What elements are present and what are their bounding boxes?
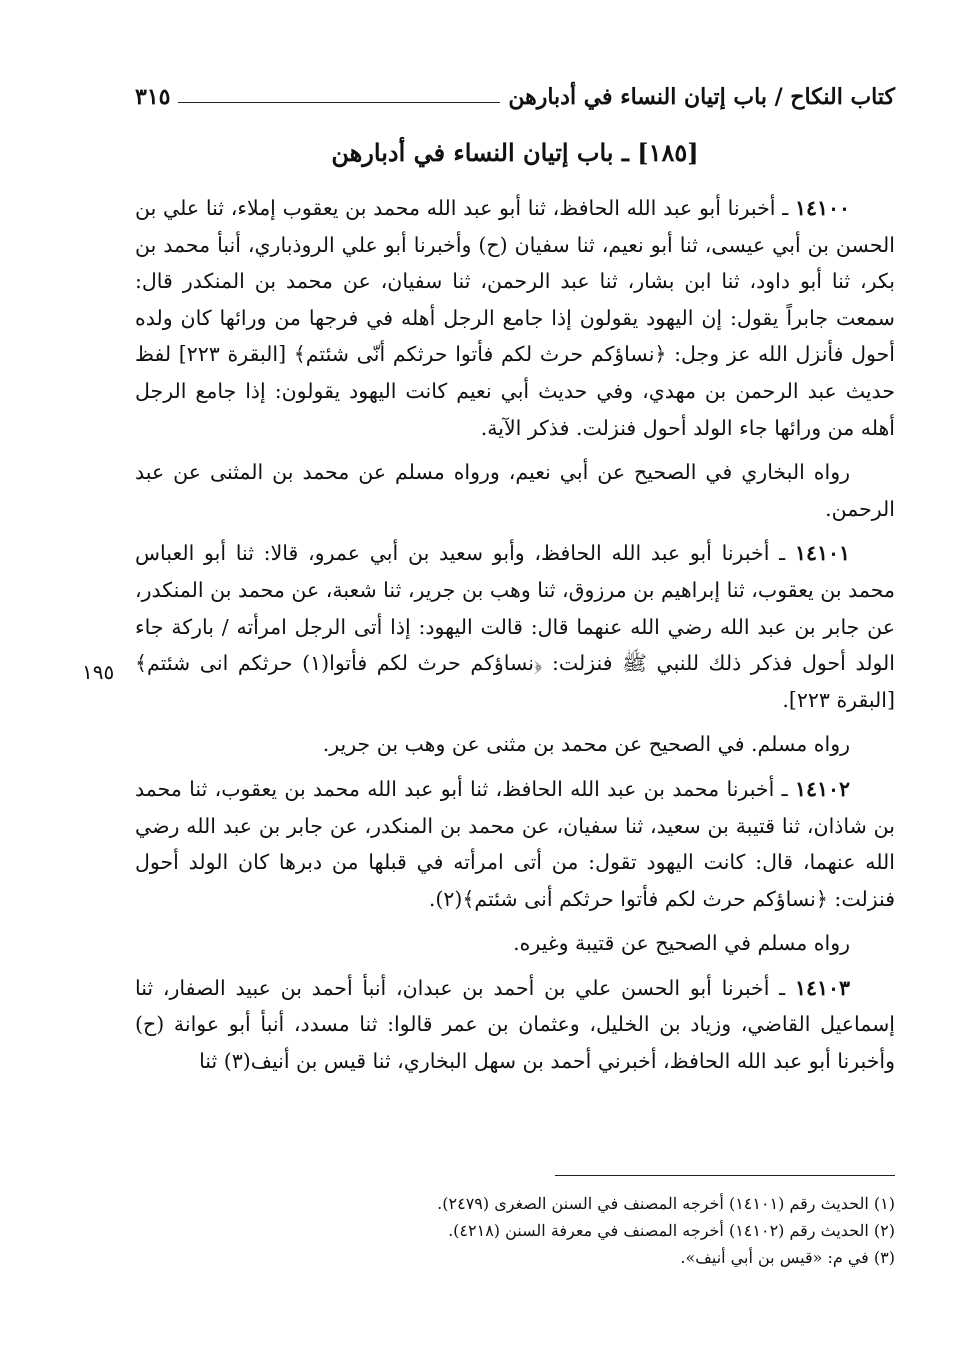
paragraph-text: ـ أخبرنا أبو عبد الله الحافظ، ثنا أبو عبد الله محمد بن يعقوب إملاء، ثنا علي بن الحسن بن أبي عيسى، ثنا أبو نعيم، ثنا سفيان (ح) وأخبرنا أبو علي الروذباري، أنبأ محمد بن بكر، ثنا أبو داود، ثنا ابن بشار، ثنا عبد الرحمن، ثنا سفيان، عن محمد بن المنكدر قال: سمعت جابراً يقول: إن اليهود يقولون إذا جامع الرجل أهله في فرجها من ورائها كان ولده أحول فأنزل الله عز وجل: ﴿نساؤكم حرث لكم فأتوا حرثكم أنّى شئتم﴾ [البقرة ٢٢٣] لفظ حديث عبد الرحمن بن مهدي، وفي حديث أبي نعيم كانت اليهود يقولون: إذا جامع الرجل أهله من ورائها جاء الولد أحول فنزلت. فذكر الآية. (135, 196, 895, 440)
hadith-paragraph (135, 535, 895, 718)
footnote: (١) الحديث رقم (١٤١٠١) أخرجه المصنف في السنن الصغرى (٢٤٧٩). (437, 1194, 895, 1213)
commentary-paragraph (135, 454, 895, 527)
footnote: (٣) في م: «قيس بن أبي أنيف». (680, 1248, 895, 1267)
paragraph-text: رواه مسلم. في الصحيح عن محمد بن مثنى عن وهب بن جرير. (322, 732, 850, 757)
hadith-number: ١٤١٠١ (794, 541, 850, 566)
page-number: ٣١٥ (135, 84, 171, 110)
body-text (135, 190, 895, 1088)
hadith-number: ١٤١٠٠ (794, 196, 850, 220)
header-title: كتاب النكاح / باب إتيان النساء في أدبارهن (508, 84, 895, 110)
footnote: (٢) الحديث رقم (١٤١٠٢) أخرجه المصنف في معرفة السنن (٤٢١٨). (448, 1221, 895, 1240)
paragraph-text: رواه مسلم في الصحيح عن قتيبة وغيره. (513, 931, 850, 956)
paragraph-text: ـ أخبرنا أبو الحسن علي بن أحمد بن عبدان، أنبأ أحمد بن عبيد الصفار، ثنا إسماعيل القاضي، وزياد بن الخليل، وعثمان بن عمر قالوا: ثنا مسدد، أنبأ أبو عوانة (ح) وأخبرنا أبو عبد الله الحافظ، أخبرني أحمد بن سهل البخاري، ثنا قيس بن أنيف(٣) ثنا (135, 975, 895, 1074)
commentary-paragraph (135, 925, 895, 962)
chapter-title: [١٨٥] ـ باب إتيان النساء في أدبارهن (331, 138, 699, 167)
footnotes (135, 1190, 895, 1271)
commentary-paragraph (135, 726, 895, 763)
hadith-paragraph (135, 190, 895, 446)
running-header (135, 70, 895, 110)
footnote-rule (555, 1175, 895, 1176)
hadith-paragraph (135, 970, 895, 1080)
hadith-paragraph (135, 771, 895, 917)
header-rule (178, 102, 500, 103)
hadith-number: ١٤١٠٣ (794, 975, 850, 1000)
hadith-number: ١٤١٠٢ (794, 776, 850, 801)
paragraph-text: ـ أخبرنا أبو عبد الله الحافظ، وأبو سعيد بن أبي عمرو، قالا: ثنا أبو العباس محمد بن يعقوب، ثنا إبراهيم بن مرزوق، ثنا وهب بن جرير، ثنا شعبة، عن محمد بن المنكدر، عن جابر بن عبد الله رضي الله عنهما قال: قالت اليهود: إذا أتى الرجل امرأته / باركة جاء الولد أحول فذكر ذلك للنبي ﷺ فنزلت: ﴿نساؤكم حرث لكم فأتوا(١) حرثكم انى شئتم﴾ [البقرة ٢٢٣]. (135, 541, 895, 712)
paragraph-text: ـ أخبرنا محمد بن عبد الله الحافظ، ثنا أبو عبد الله محمد بن يعقوب، ثنا محمد بن شاذان، ثنا قتيبة بن سعيد، ثنا سفيان، عن محمد بن المنكدر، عن جابر بن عبد الله رضي الله عنهما، قال: كانت اليهود تقول: من أتى امرأته في قبلها من دبرها كان الولد أحول فنزلت: ﴿نساؤكم حرث لكم فأتوا حرثكم أنى شئتم﴾(٢). (135, 776, 895, 911)
margin-page-number: ١٩٥ (82, 660, 115, 684)
paragraph-text: رواه البخاري في الصحيح عن أبي نعيم، ورواه مسلم عن محمد بن المثنى عن عبد الرحمن. (135, 460, 895, 521)
